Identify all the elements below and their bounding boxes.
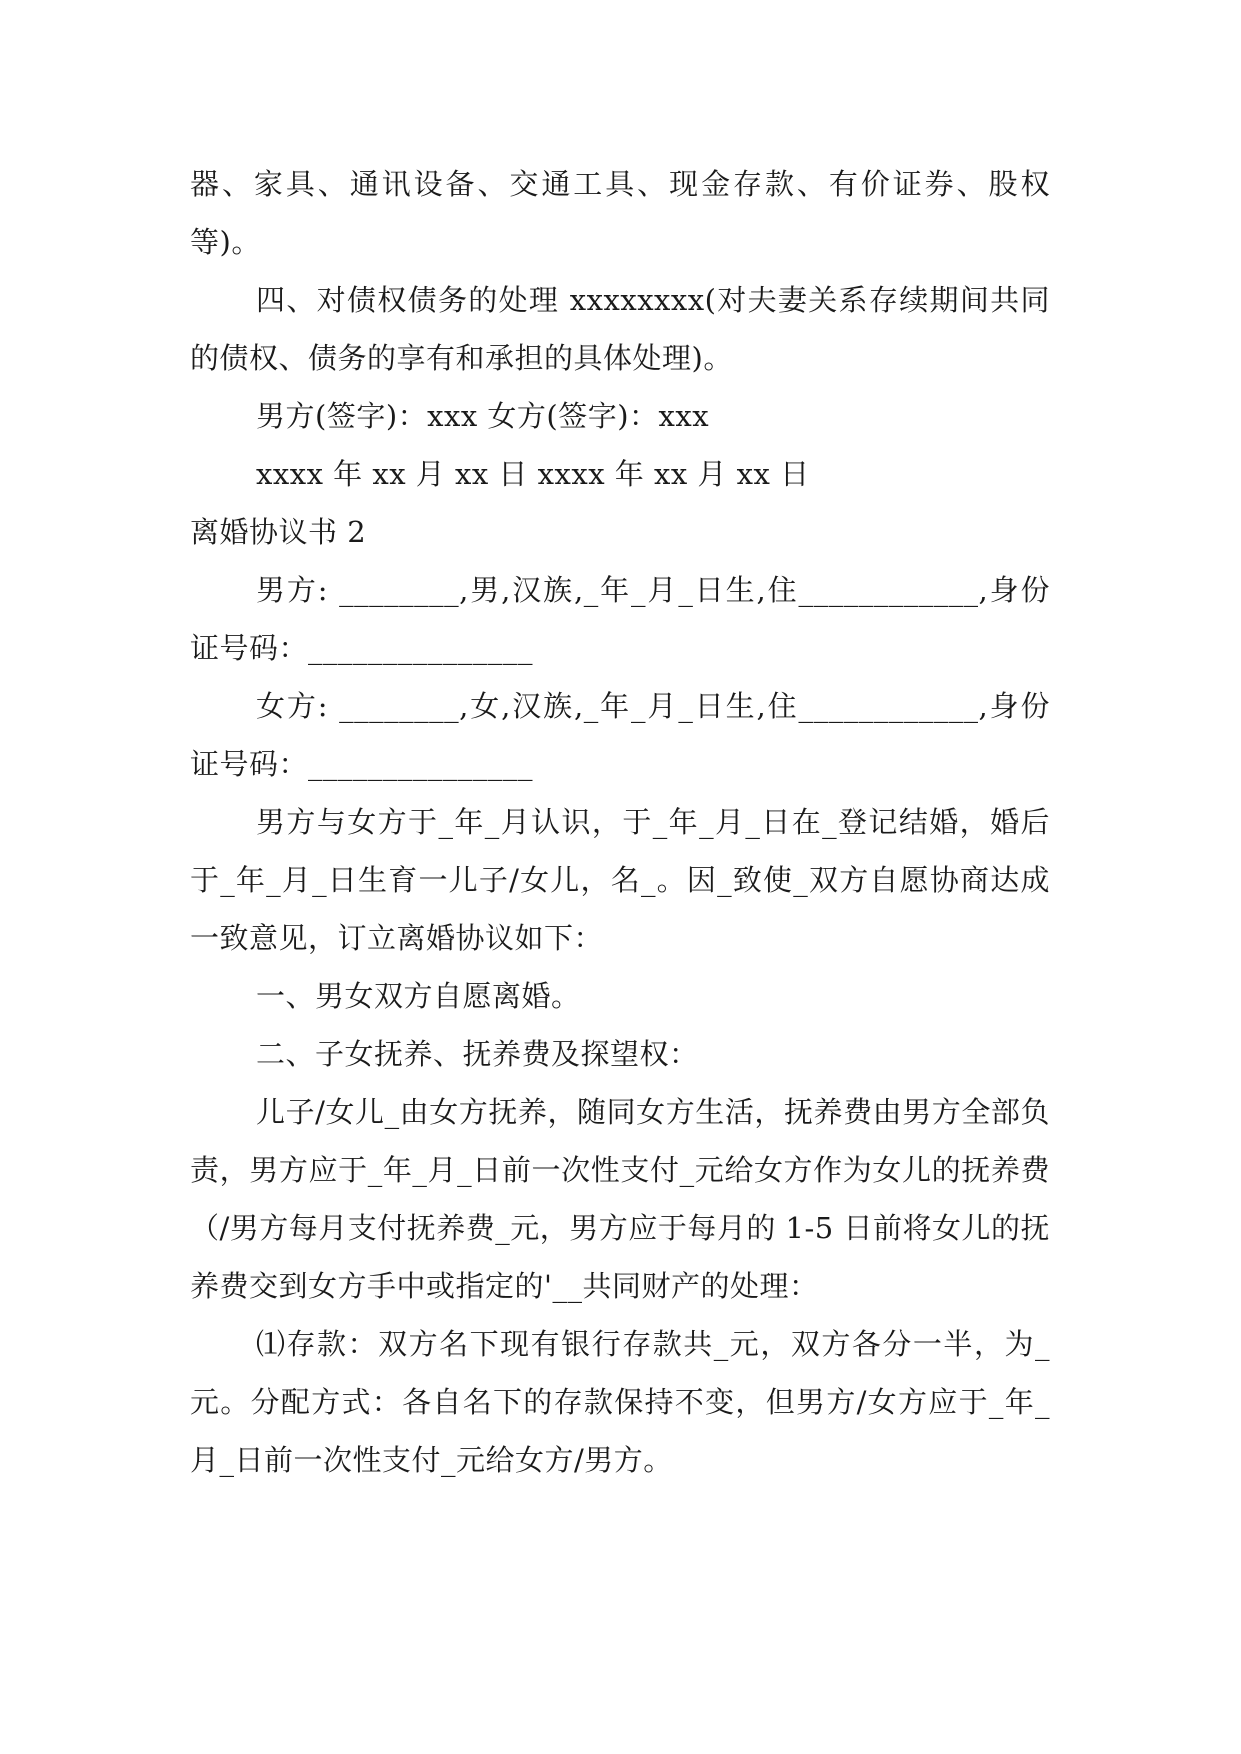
paragraph-clause-two: 二、子女抚养、抚养费及探望权： xyxy=(256,1037,699,1071)
paragraph-debts: 四、对债权债务的处理 xxxxxxxx(对夫妻关系存续期间共同的债权、债务的享有和承担的具体处理)。 xyxy=(190,283,1050,375)
document-body xyxy=(190,155,1050,1489)
section-title: 离婚协议书 2 xyxy=(190,515,367,549)
paragraph-dates: xxxx 年 xx 月 xx 日 xxxx 年 xx 月 xx 日 xyxy=(256,457,810,491)
paragraph-marriage-background: 男方与女方于_年_月认识，于_年_月_日在_登记结婚，婚后于_年_月_日生育一儿子/女儿，名_。因_致使_双方自愿协商达成一致意见，订立离婚协议如下： xyxy=(190,805,1050,955)
paragraph-deposits: ⑴存款：双方名下现有银行存款共_元，双方各分一半，为_元。分配方式：各自名下的存款保持不变，但男方/女方应于_年_月_日前一次性支付_元给女方/男方。 xyxy=(190,1327,1050,1477)
paragraph-clause-one: 一、男女双方自愿离婚。 xyxy=(256,979,581,1013)
paragraph-property-list: 器、家具、通讯设备、交通工具、现金存款、有价证券、股权等)。 xyxy=(190,167,1050,259)
paragraph-signatures: 男方(签字)：xxx 女方(签字)：xxx xyxy=(256,399,710,433)
paragraph-husband-info: 男方: ________,男,汉族,_年_月_日生,住____________,身份证号码：_______________ xyxy=(190,573,1050,665)
paragraph-wife-info: 女方: ________,女,汉族,_年_月_日生,住____________,身份证号码：_______________ xyxy=(190,689,1050,781)
paragraph-child-support: 儿子/女儿_由女方抚养，随同女方生活，抚养费由男方全部负责，男方应于_年_月_日前一次性支付_元给女方作为女儿的抚养费（/男方每月支付抚养费_元，男方应于每月的 1-5 日前将女儿的抚养费交到女方手中或指定的'__共同财产的处理： xyxy=(190,1095,1050,1303)
